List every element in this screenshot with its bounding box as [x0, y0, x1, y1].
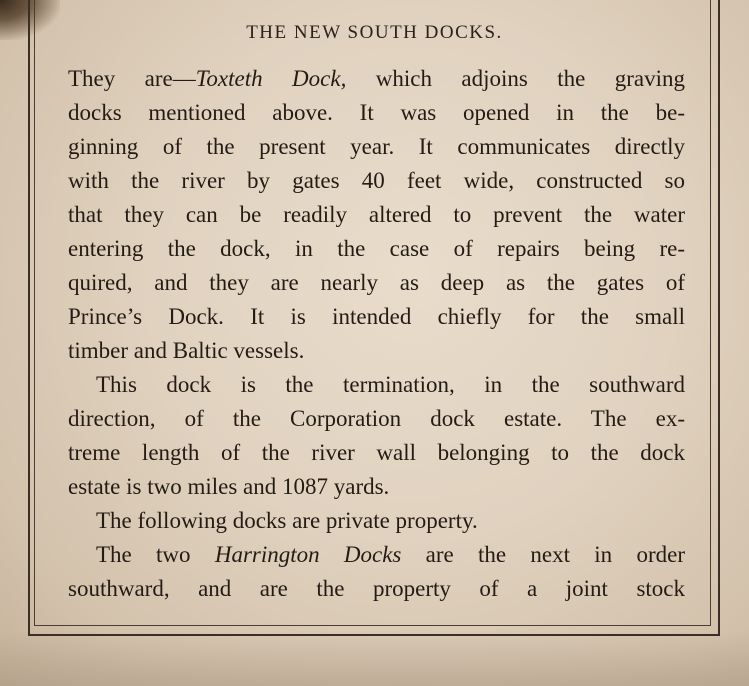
- text-line: This dock is the termination, in the southward: [96, 372, 685, 397]
- text-line: timber and Baltic vessels.: [68, 338, 305, 363]
- running-head: THE NEW SOUTH DOCKS.: [246, 22, 503, 43]
- text-line: [68, 538, 685, 572]
- text-line: Prince’s Dock. It is intended chiefly for the small: [68, 304, 685, 329]
- dock-name-italic: Toxteth Dock,: [195, 66, 347, 91]
- text-line: direction, of the Corporation dock estate. The ex-: [68, 406, 685, 431]
- text-line: with the river by gates 40 feet wide, constructed so: [68, 168, 685, 193]
- text-line: The following docks are private property.: [96, 508, 478, 533]
- text-line: ginning of the present year. It communicates directly: [68, 134, 685, 159]
- dock-name-italic: Harrington Docks: [214, 542, 402, 567]
- text-line: southward, and are the property of a joint stock: [68, 576, 685, 601]
- text-span: which adjoins the graving: [346, 66, 685, 91]
- text-line: entering the dock, in the case of repairs being re-: [68, 236, 685, 261]
- text-span: The two: [96, 542, 215, 567]
- text-line: treme length of the river wall belonging to the dock: [68, 440, 685, 465]
- page-bottom-shade: [0, 631, 749, 686]
- text-line: that they can be readily altered to prevent the water: [68, 202, 685, 227]
- text-line: estate is two miles and 1087 yards.: [68, 474, 390, 499]
- text-line: [68, 62, 685, 96]
- text-span: are the next in order: [401, 542, 685, 567]
- text-line: quired, and they are nearly as deep as the gates of: [68, 270, 685, 295]
- text-span: They are—: [68, 66, 196, 91]
- text-line: docks mentioned above. It was opened in the be-: [68, 100, 685, 125]
- body-text: [68, 62, 685, 606]
